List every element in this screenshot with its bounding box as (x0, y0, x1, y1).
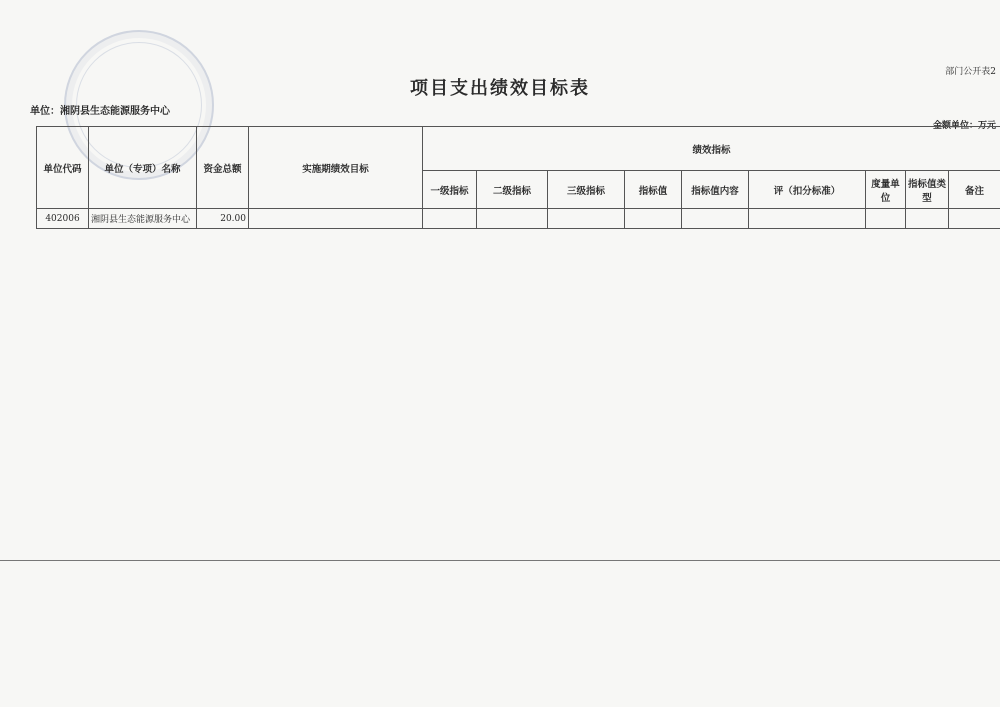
unit-label: 单位：湘阴县生态能源服务中心 (30, 106, 170, 117)
amount-unit-label: 金额单位：万元 (932, 121, 996, 131)
header-measure-unit: 度量单位 (866, 171, 906, 209)
summary-fund: 20.00 (197, 209, 249, 229)
header-eval: 评（扣分标准） (749, 171, 866, 209)
header-goal: 实施期绩效目标 (249, 127, 423, 209)
header-content: 指标值内容 (682, 171, 749, 209)
summary-row (37, 209, 1000, 229)
page-title: 项目支出绩效目标表 (410, 78, 590, 99)
header-level3: 三级指标 (548, 171, 625, 209)
form-code: 部门公开表2 (945, 67, 996, 77)
header-value: 指标值 (625, 171, 682, 209)
header-unit-code: 单位代码 (37, 127, 89, 209)
header-level2: 二级指标 (477, 171, 548, 209)
header-type: 指标值类型 (906, 171, 949, 209)
summary-name: 湘阴县生态能源服务中心 (89, 209, 197, 229)
header-remark: 备注 (949, 171, 1000, 209)
header-perf-indicators: 绩效指标 (423, 127, 1000, 171)
header-level1: 一级指标 (423, 171, 477, 209)
performance-table (36, 126, 1000, 229)
header-total-fund: 资金总额 (197, 127, 249, 209)
summary-code: 402006 (37, 209, 89, 229)
header-unit-name: 单位（专项）名称 (89, 127, 197, 209)
page-rule (0, 560, 1000, 561)
